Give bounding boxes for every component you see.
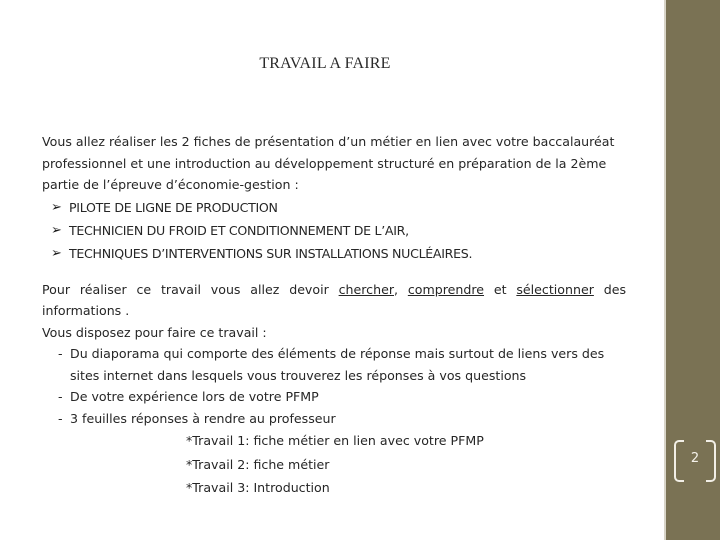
- list-item: [42, 196, 626, 219]
- dash-bullet: -: [58, 410, 63, 426]
- metier-label: TECHNICIEN DU FROID ET CONDITIONNEMENT DE L’AIR,: [69, 222, 409, 238]
- metier-label: PILOTE DE LIGNE DE PRODUCTION: [69, 199, 278, 215]
- page-number-badge: [674, 440, 716, 480]
- arrow-bullet-icon: ➢: [51, 222, 62, 238]
- task-line-1: [42, 279, 626, 301]
- list-item: [42, 219, 626, 242]
- metier-label: TECHNIQUES D’INTERVENTIONS SUR INSTALLATIONS NUCLÉAIRES.: [69, 245, 473, 261]
- keyword-selectionner: sélectionner: [516, 281, 594, 297]
- travail-list: [42, 429, 626, 500]
- task-text: et: [493, 281, 507, 297]
- spacer: [42, 265, 626, 279]
- dash-bullet: -: [58, 346, 63, 361]
- task-text: des: [603, 281, 627, 297]
- slide-body: [42, 131, 626, 500]
- dash-bullet: -: [58, 389, 63, 404]
- task-comma: ,: [394, 281, 399, 297]
- travail-item: *Travail 3: Introduction: [186, 480, 330, 495]
- list-item: [42, 408, 626, 430]
- keyword-comprendre: comprendre: [407, 281, 485, 297]
- page-number: 2: [690, 451, 700, 466]
- resource-text: De votre expérience lors de votre PFMP: [70, 389, 319, 404]
- resources-list: [42, 343, 626, 429]
- task-line-2: informations .: [42, 303, 130, 318]
- list-item: [42, 343, 626, 386]
- task-text: Pour réaliser ce travail vous allez devoir: [42, 281, 329, 297]
- arrow-bullet-icon: ➢: [51, 245, 62, 261]
- metier-list: [42, 196, 626, 265]
- resource-text: 3 feuilles réponses à rendre au professeur: [70, 410, 336, 426]
- travail-item: *Travail 1: fiche métier en lien avec votre PFMP: [186, 433, 484, 448]
- resources-intro: Vous disposez pour faire ce travail :: [42, 324, 267, 340]
- arrow-bullet-icon: ➢: [51, 199, 62, 215]
- keyword-chercher: chercher: [338, 281, 394, 297]
- list-item: [42, 242, 626, 265]
- slide-title: TRAVAIL A FAIRE: [259, 55, 391, 72]
- resource-text: Du diaporama qui comporte des éléments de réponse mais surtout de liens vers des sites internet dans lesquels vous trouverez les réponses à vos questions: [70, 346, 605, 383]
- intro-paragraph: Vous allez réaliser les 2 fiches de présentation d’un métier en lien avec votre baccalauréat professionnel et une introduction au développement structuré en préparation de la 2ème partie de l’épreuve d’économie-gestion :: [42, 134, 615, 192]
- travail-item: *Travail 2: fiche métier: [186, 456, 330, 472]
- list-item: [42, 386, 626, 408]
